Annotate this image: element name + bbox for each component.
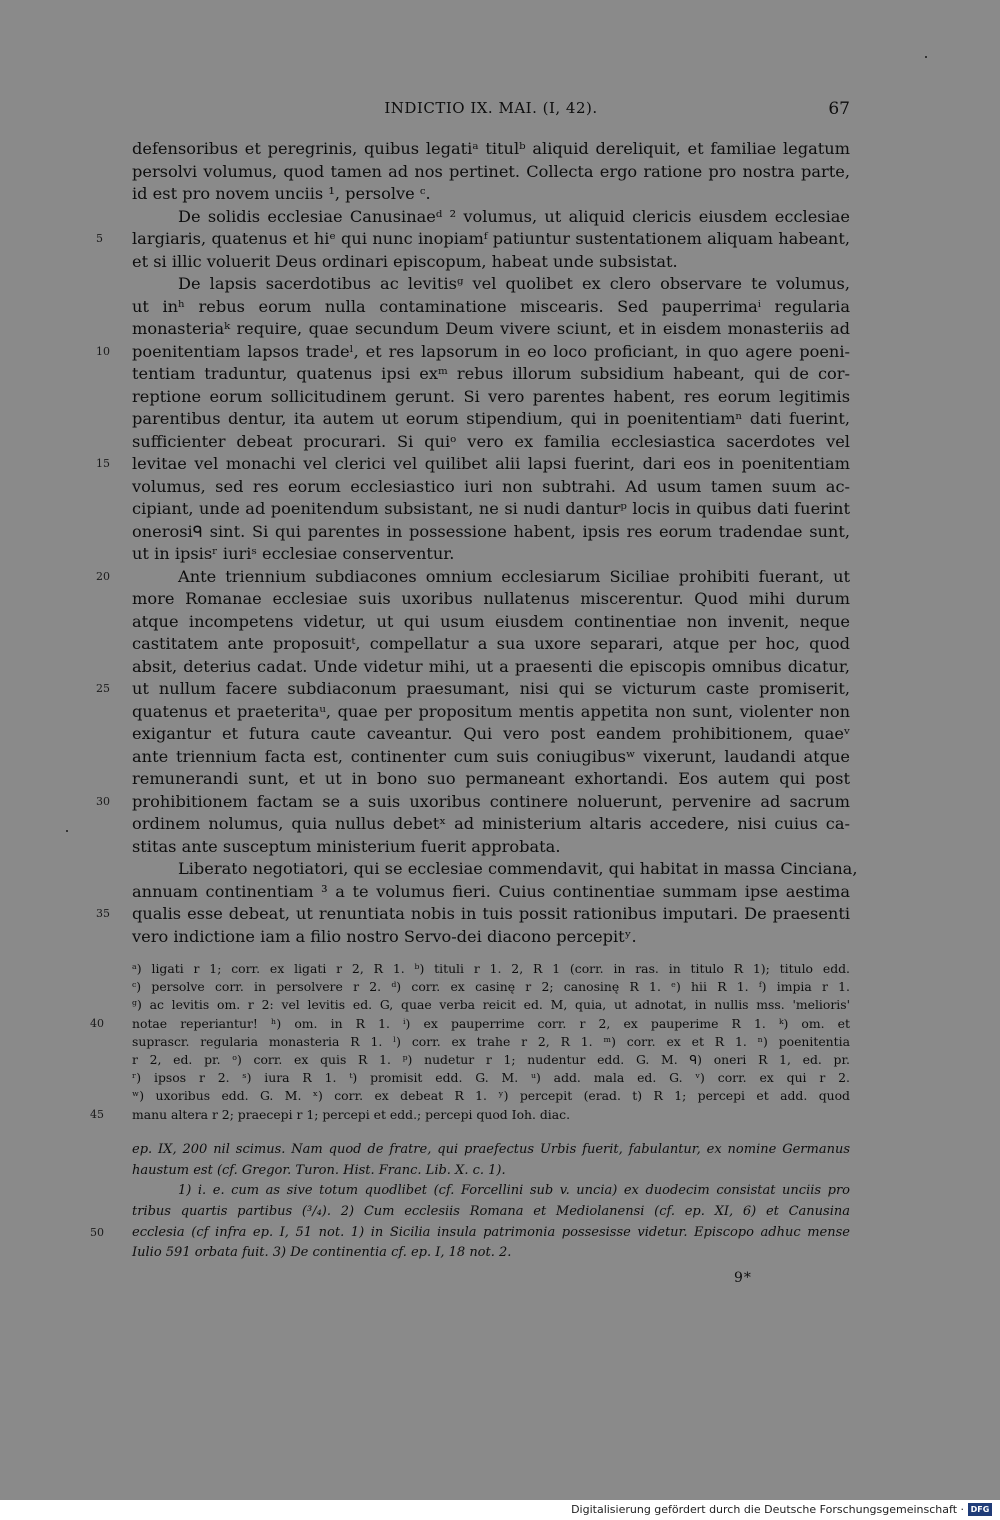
line-content: stitas ante susceptum ministerium fuerit approbata. [132,836,561,856]
line-text [132,701,850,724]
line-content: et si illic voluerit Deus ordinari episcopum, habeat unde subsistat. [132,251,678,271]
line-text [132,318,850,341]
line-content: Iulio 591 orbata fuit. 3) De continentia cf. ep. I, 18 not. 2. [132,1245,512,1261]
line-text [132,656,850,679]
line-content: ᵃ) ligati r 1; corr. ex ligati r 2, R 1. ᵇ) tituli r 1. 2, R 1 (corr. in ras. in titulo R 1); titulo edd. [132,961,850,976]
line-text [132,858,858,881]
line-content: remunerandi sunt, et ut in bono suo permaneant exhortandi. Eos autem qui post [132,769,850,788]
app-line-text [132,1069,850,1087]
line-text [96,678,850,701]
line-number: 35 [96,907,110,920]
line-text [132,746,850,769]
line-content: castitatem ante proposuitᵗ, compellatur a sua uxore separari, atque per hoc, quod [132,634,850,653]
line-content: sufficienter debeat procurari. Si quiᵒ vero ex familia ecclesiastica sacerdotes vel [132,431,850,451]
line-text [132,611,850,634]
com-line-text [132,1243,850,1264]
line-content: ʳ) ipsos r 2. ˢ) iura R 1. ᵗ) promisit edd. G. M. ᵘ) add. mala ed. G. ᵛ) corr. ex qui r 2. [132,1070,850,1086]
line-text [132,408,850,431]
main-text [96,138,858,948]
line-text [132,251,850,274]
line-text [132,363,850,386]
line-text [96,566,850,589]
dfg-logo-icon: DFG [968,1503,992,1516]
line-text [132,273,850,296]
app-line-text [132,1051,850,1069]
line-number: 40 [90,1016,104,1030]
line-content: r 2, ed. pr. ᵒ) corr. ex quis R 1. ᵖ) nudetur r 1; nudentur edd. G. M. ᑫ) oneri R 1, ed. pr. [132,1051,850,1067]
line-content: levitae vel monachi vel clerici vel quilibet alii lapsi fuerint, dari eos in poenitentiam [132,454,850,473]
line-text [96,341,850,364]
line-content: De lapsis sacerdotibus ac levitisᵍ vel quolibet ex clero observare te volumus, [178,274,850,293]
line-content: notae reperiantur! ʰ) om. in R 1. ⁱ) ex pauperrime corr. r 2, ex pauperime R 1. ᵏ) om. et [132,1015,850,1031]
line-content: suprascr. regularia monasteria R 1. ˡ) corr. ex trahe r 2, R 1. ᵐ) corr. ex et R 1. ⁿ) poenitentia [132,1033,850,1049]
line-number: 50 [90,1225,104,1239]
line-text [132,161,850,184]
com-line-text [132,1140,850,1161]
app-line-text [132,1087,850,1105]
line-content: absit, deterius cadat. Unde videtur mihi, ut a praesenti die episcopis omnibus dicatur, [132,656,850,676]
line-content: ut nullum facere subdiaconum praesumant, nisi qui se victurum caste promiserit, [132,679,850,698]
line-text [96,453,850,476]
line-content: ut in ipsisʳ iuriˢ ecclesiae conserventur. [132,544,455,563]
app-line-text [132,1033,850,1051]
line-number: 30 [96,794,110,808]
line-content: reptione eorum sollicitudinem gerunt. Si vero parentes habent, res eorum legitimis [132,386,850,406]
line-number: 5 [96,232,103,245]
line-content: poenitentiam lapsos tradeˡ, et res lapsorum in eo loco proficiant, in quo agere poeni- [132,341,850,361]
line-content: quatenus et praeteritaᵘ, quae per propositum mentis appetita non sunt, violenter non [132,701,850,721]
line-content: id est pro novem unciis ¹, persolve ᶜ. [132,184,431,203]
line-text [132,723,850,746]
line-content: haustum est (cf. Gregor. Turon. Hist. Franc. Lib. X. c. 1). [132,1162,506,1178]
line-content: atque incompetens videtur, ut qui usum eiusdem continentiae non invenit, neque [132,611,850,631]
line-content: ʷ) uxoribus edd. G. M. ˣ) corr. ex debeat R 1. ʸ) percepit (erad. t) R 1; percepi et add. quod [132,1088,850,1104]
line-content: vero indictione iam a filio nostro Servo-dei diacono percepitʸ. [132,926,637,946]
line-text [132,521,850,544]
line-content: annuam continentiam ³ a te volumus fieri. Cuius continentiae summam ipse aestima [132,881,850,901]
line-content: volumus, sed res eorum ecclesiastico iuri non subtrahi. Ad usum tamen suum ac- [132,476,850,496]
line-content: ᵍ) ac levitis om. r 2: vel levitis ed. G, quae verba reicit ed. M, quia, ut adnotat, in nullis mss. 'melioris' [132,997,850,1013]
critical-apparatus [90,960,850,1124]
line-content: qualis esse debeat, ut renuntiata nobis in tuis possit rationibus imputari. De praesenti [132,904,850,923]
line-text [132,768,850,791]
line-content: parentibus dentur, ita autem ut eorum stipendium, qui in poenitentiamⁿ dati fuerint, [132,409,850,428]
line-text [132,431,850,454]
com-line-text [132,1181,850,1202]
line-text [132,633,850,656]
line-content: largiaris, quatenus et hiᵉ qui nunc inopiamᶠ patiuntur sustentationem aliquam habeant, [132,229,850,248]
scan-speck [66,830,68,832]
line-number: 15 [96,457,110,470]
com-line-text [90,1223,850,1244]
page-number: 67 [828,99,850,119]
signature-mark: 9* [734,1270,752,1286]
line-content: prohibitionem factam se a suis uxoribus continere noluerunt, pervenire ad sacrum [132,791,850,811]
com-line-text [132,1202,850,1223]
line-content: ep. IX, 200 nil scimus. Nam quod de fratre, qui praefectus Urbis fuerit, fabulantur, ex nomine Germanus [132,1142,850,1157]
line-text [132,183,850,206]
line-content: 1) i. e. cum as sive totum quodlibet (cf. Forcellini sub v. uncia) ex duodecim consistat unciis pro [178,1183,850,1199]
page-header [132,99,850,125]
line-text [96,228,850,251]
line-text [132,588,850,611]
line-text [132,926,850,949]
line-content: ᶜ) persolve corr. in persolvere r 2. ᵈ) corr. ex casinę r 2; canosinę R 1. ᵉ) hii R 1. ᶠ) impia r 1. [132,979,850,995]
line-content: Ante triennium subdiacones omnium ecclesiarum Siciliae prohibiti fuerant, ut [178,566,850,586]
line-text [132,476,850,499]
funding-notice: Digitalisierung gefördert durch die Deutsche Forschungsgemeinschaft · [571,1503,964,1516]
line-content: ordinem nolumus, quia nullus debetˣ ad ministerium altaris accedere, nisi cuius ca- [132,814,850,833]
line-number: 10 [96,344,110,358]
line-content: persolvi volumus, quod tamen ad nos pertinet. Collecta ergo ratione pro nostra parte, [132,161,850,181]
line-text [132,813,850,836]
com-line-text [132,1161,850,1182]
line-text [132,206,850,229]
scan-speck [925,56,927,58]
line-text [132,498,850,521]
line-content: tentiam traduntur, quatenus ipsi exᵐ rebus illorum subsidium habeant, qui de cor- [132,364,850,383]
line-content: exigantur et futura caute caveantur. Qui vero post eandem prohibitionem, quaeᵛ [132,724,850,743]
line-content: ut inʰ rebus eorum nulla contaminatione miscearis. Sed pauperrimaⁱ regularia [132,296,850,316]
line-content: ecclesia (cf infra ep. I, 51 not. 1) in Sicilia insula patrimonia possesisse videtur. Episcopo adhuc mense [132,1224,850,1240]
line-number: 20 [96,569,110,583]
line-text [96,791,850,814]
line-content: onerosiᑫ sint. Si qui parentes in possessione habent, ipsis res eorum tradendae sunt, [132,521,850,541]
line-content: tribus quartis partibus (³/₄). 2) Cum ecclesiis Romana et Mediolanensi (cf. ep. XI, 6) et Canusina [132,1204,850,1220]
commentary-notes [90,1140,850,1264]
line-content: Liberato negotiatori, qui se ecclesiae commendavit, qui habitat in massa Cinciana, [178,859,858,878]
line-content: defensoribus et peregrinis, quibus legatiᵃ titulᵇ aliquid dereliquit, et familiae legatum [132,139,850,158]
app-line-text [90,1015,850,1033]
running-title: INDICTIO IX. MAI. (I, 42). [384,99,598,117]
line-number: 45 [90,1107,104,1121]
line-content: more Romanae ecclesiae suis uxoribus nullatenus miscerentur. Quod mihi durum [132,589,850,608]
line-content: monasteriaᵏ require, quae secundum Deum vivere sciunt, et in eisdem monasteriis ad [132,319,850,338]
footer-bar [0,1500,1000,1520]
app-line-text [132,960,850,978]
app-line-text [132,978,850,996]
line-content: manu altera r 2; praecepi r 1; percepi et edd.; percepi quod Ioh. diac. [132,1106,571,1122]
line-text [96,903,850,926]
app-line-text [90,1106,850,1124]
line-text [132,543,850,566]
line-text [132,881,850,904]
line-text [132,138,850,161]
line-content: ante triennium facta est, continenter cum suis coniugibusʷ vixerunt, laudandi atque [132,746,850,766]
line-content: cipiant, unde ad poenitendum subsistant, ne si nudi danturᵖ locis in quibus dati fuerint [132,499,850,518]
line-text [132,386,850,409]
line-text [132,836,850,859]
line-number: 25 [96,682,110,695]
line-text [132,296,850,319]
line-content: De solidis ecclesiae Canusinaeᵈ ² volumus, ut aliquid clericis eiusdem ecclesiae [178,206,850,226]
app-line-text [132,996,850,1014]
